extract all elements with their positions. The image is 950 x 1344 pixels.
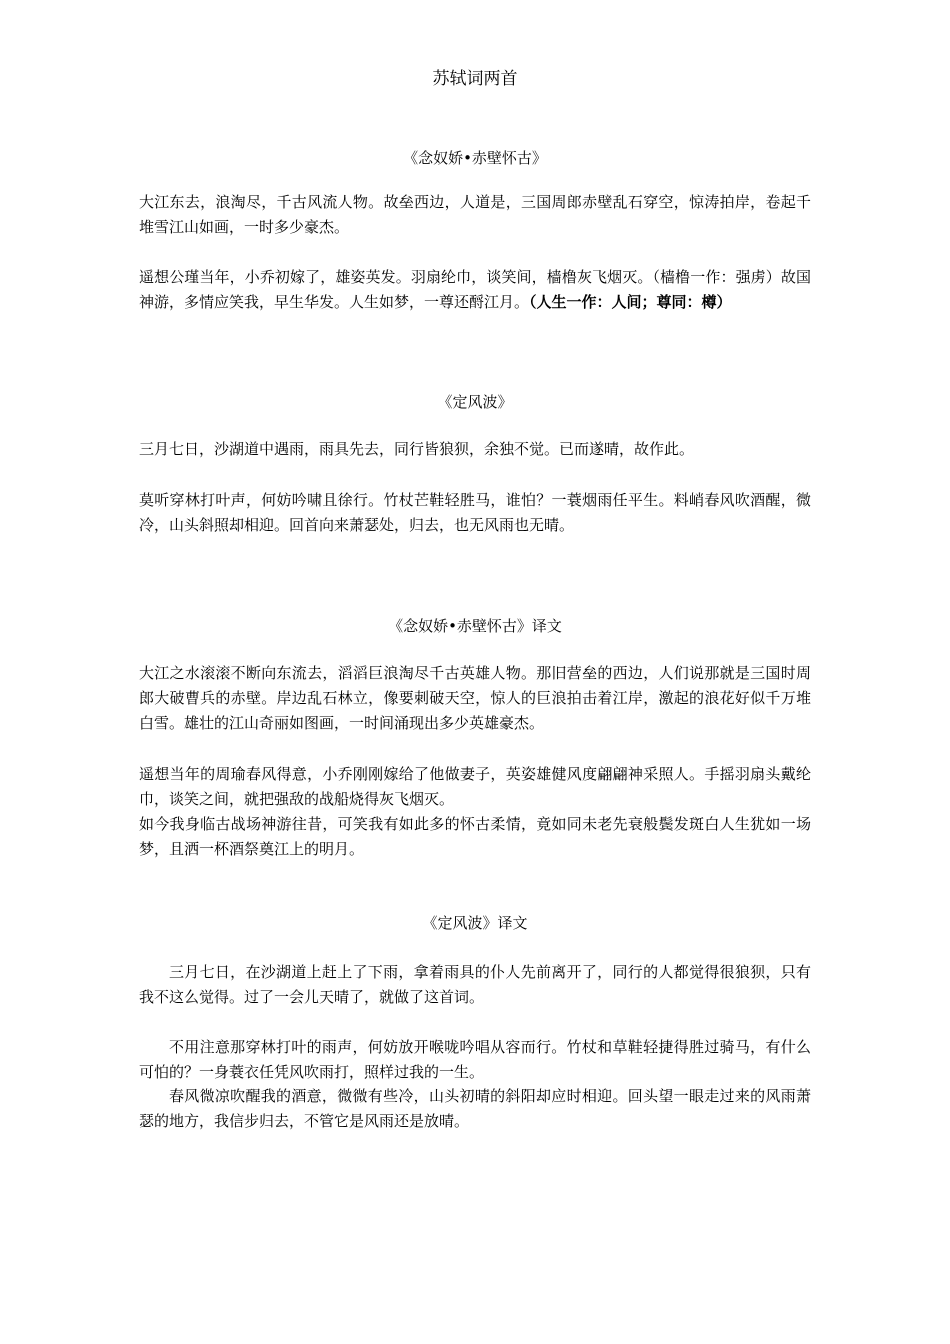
poem1-paragraph-1: 大江东去，浪淘尽，千古风流人物。故垒西边，人道是，三国周郎赤壁乱石穿空，惊涛拍岸，卷起千堆雪江山如画，一时多少豪杰。	[139, 193, 811, 236]
translation1-title: 《念奴娇•赤壁怀古》译文	[388, 617, 562, 635]
translation2-paragraph-3: 春风微凉吹醒我的酒意，微微有些冷，山头初晴的斜阳却应时相迎。回头望一眼走过来的风雨萧瑟的地方，我信步归去，不管它是风雨还是放晴。	[139, 1087, 811, 1130]
poem2-paragraph-1: 三月七日，沙湖道中遇雨，雨具先去，同行皆狼狈，余独不觉。已而遂晴，故作此。	[139, 440, 695, 458]
translation1-paragraph-2: 遥想当年的周瑜春风得意，小乔刚刚嫁给了他做妻子，英姿雄健风度翩翩神采照人。手摇羽扇头戴纶巾，谈笑之间，就把强敌的战船烧得灰飞烟灭。	[139, 765, 811, 808]
poem1-paragraph-2-text: 遥想公瑾当年，小乔初嫁了，雄姿英发。羽扇纶巾，谈笑间，樯橹灰飞烟灭。（樯橹一作：强虏）故国神游，多情应笑我，早生华发。人生如梦，一尊还酹江月。	[139, 268, 811, 311]
poem2-paragraph-2: 莫听穿林打叶声，何妨吟啸且徐行。竹杖芒鞋轻胜马，谁怕？一蓑烟雨任平生。料峭春风吹酒醒，微冷，山头斜照却相迎。回首向来萧瑟处，归去，也无风雨也无晴。	[139, 491, 811, 534]
document-title: 苏轼词两首	[432, 69, 518, 89]
poem1-title: 《念奴娇•赤壁怀古》	[403, 149, 547, 167]
poem1-paragraph-2-note: （人生一作：人间；尊同：樽）	[529, 293, 732, 311]
poem1-paragraph-2	[139, 265, 811, 315]
poem2-title: 《定风波》	[437, 393, 513, 411]
translation2-paragraph-1: 三月七日，在沙湖道上赶上了下雨，拿着雨具的仆人先前离开了，同行的人都觉得很狼狈，只有我不这么觉得。过了一会儿天晴了，就做了这首词。	[139, 963, 811, 1006]
translation2-paragraph-2: 不用注意那穿林打叶的雨声，何妨放开喉咙吟唱从容而行。竹杖和草鞋轻捷得胜过骑马，有什么可怕的？一身蓑衣任凭风吹雨打，照样过我的一生。	[139, 1038, 811, 1081]
translation1-paragraph-3: 如今我身临古战场神游往昔，可笑我有如此多的怀古柔情，竟如同未老先衰般鬓发斑白人生犹如一场梦，且洒一杯酒祭奠江上的明月。	[139, 815, 811, 858]
translation2-title: 《定风波》译文	[422, 914, 528, 932]
translation1-paragraph-1: 大江之水滚滚不断向东流去，滔滔巨浪淘尽千古英雄人物。那旧营垒的西边，人们说那就是三国时周郎大破曹兵的赤壁。岸边乱石林立，像要刺破天空，惊人的巨浪拍击着江岸，激起的浪花好似千万堆白雪。雄壮的江山奇丽如图画，一时间涌现出多少英雄豪杰。	[139, 664, 811, 732]
